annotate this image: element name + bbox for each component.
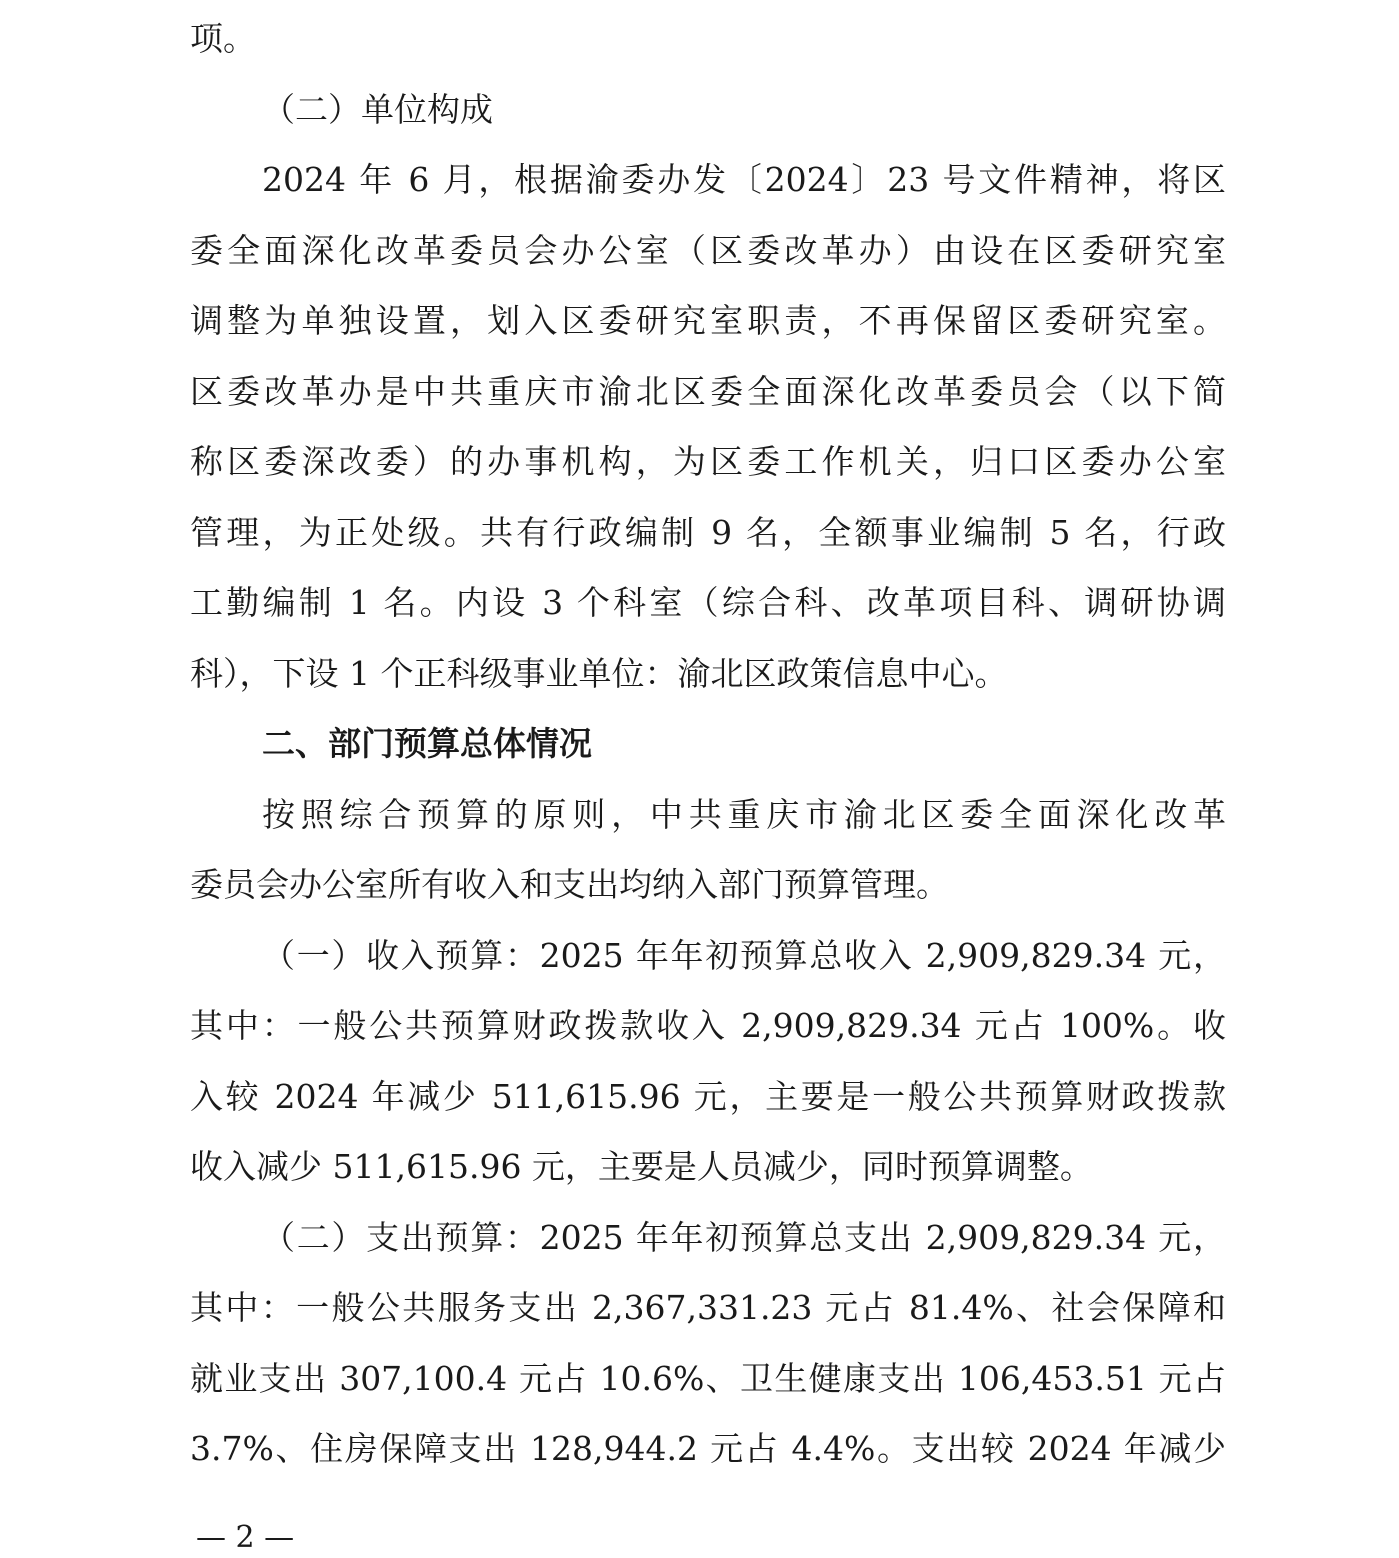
paragraph-line: 管理，为正处级。共有行政编制 9 名，全额事业编制 5 名，行政 [190, 512, 1226, 552]
paragraph-line: 其中：一般公共预算财政拨款收入 2,909,829.34 元占 100%。收 [190, 1006, 1226, 1045]
paragraph-line: 其中：一般公共服务支出 2,367,331.23 元占 81.4%、社会保障和 [190, 1288, 1226, 1327]
document-body [190, 4, 1226, 1485]
paragraph-line: 区委改革办是中共重庆市渝北区委全面深化改革委员会（以下简 [190, 371, 1226, 411]
paragraph-line-income-budget: （一）收入预算：2025 年年初预算总收入 2,909,829.34 元， [262, 935, 1226, 975]
paragraph-line: 科），下设 1 个正科级事业单位：渝北区政策信息中心。 [190, 653, 1008, 693]
paragraph-line: 调整为单独设置，划入区委研究室职责，不再保留区委研究室。 [190, 301, 1226, 340]
paragraph-line: 入较 2024 年减少 511,615.96 元，主要是一般公共预算财政拨款 [190, 1076, 1226, 1116]
page-number: — 2 — [196, 1520, 295, 1555]
paragraph-line: 委全面深化改革委员会办公室（区委改革办）由设在区委研究室 [190, 230, 1226, 270]
paragraph-line: 按照综合预算的原则，中共重庆市渝北区委全面深化改革 [262, 794, 1226, 834]
paragraph-line: 2024 年 6 月，根据渝委办发〔2024〕23 号文件精神，将区 [262, 160, 1226, 199]
paragraph-line: 3.7%、住房保障支出 128,944.2 元占 4.4%。支出较 2024 年减少 [190, 1429, 1226, 1468]
paragraph-line: 委员会办公室所有收入和支出均纳入部门预算管理。 [190, 865, 949, 904]
paragraph-line: 称区委深改委）的办事机构，为区委工作机关，归口区委办公室 [190, 442, 1226, 481]
paragraph-line: 项。 [190, 19, 256, 58]
paragraph-line: 工勤编制 1 名。内设 3 个科室（综合科、改革项目科、调研协调 [190, 583, 1226, 622]
paragraph-line: 就业支出 307,100.4 元占 10.6%、卫生健康支出 106,453.51 元占 [190, 1358, 1226, 1398]
paragraph-line-expenditure-budget: （二）支出预算：2025 年年初预算总支出 2,909,829.34 元， [262, 1217, 1226, 1257]
paragraph-line: 收入减少 511,615.96 元，主要是人员减少，同时预算调整。 [190, 1147, 1093, 1186]
section-heading-budget-overview: 二、部门预算总体情况 [262, 724, 592, 763]
section-heading-unit-composition: （二）单位构成 [262, 89, 493, 129]
